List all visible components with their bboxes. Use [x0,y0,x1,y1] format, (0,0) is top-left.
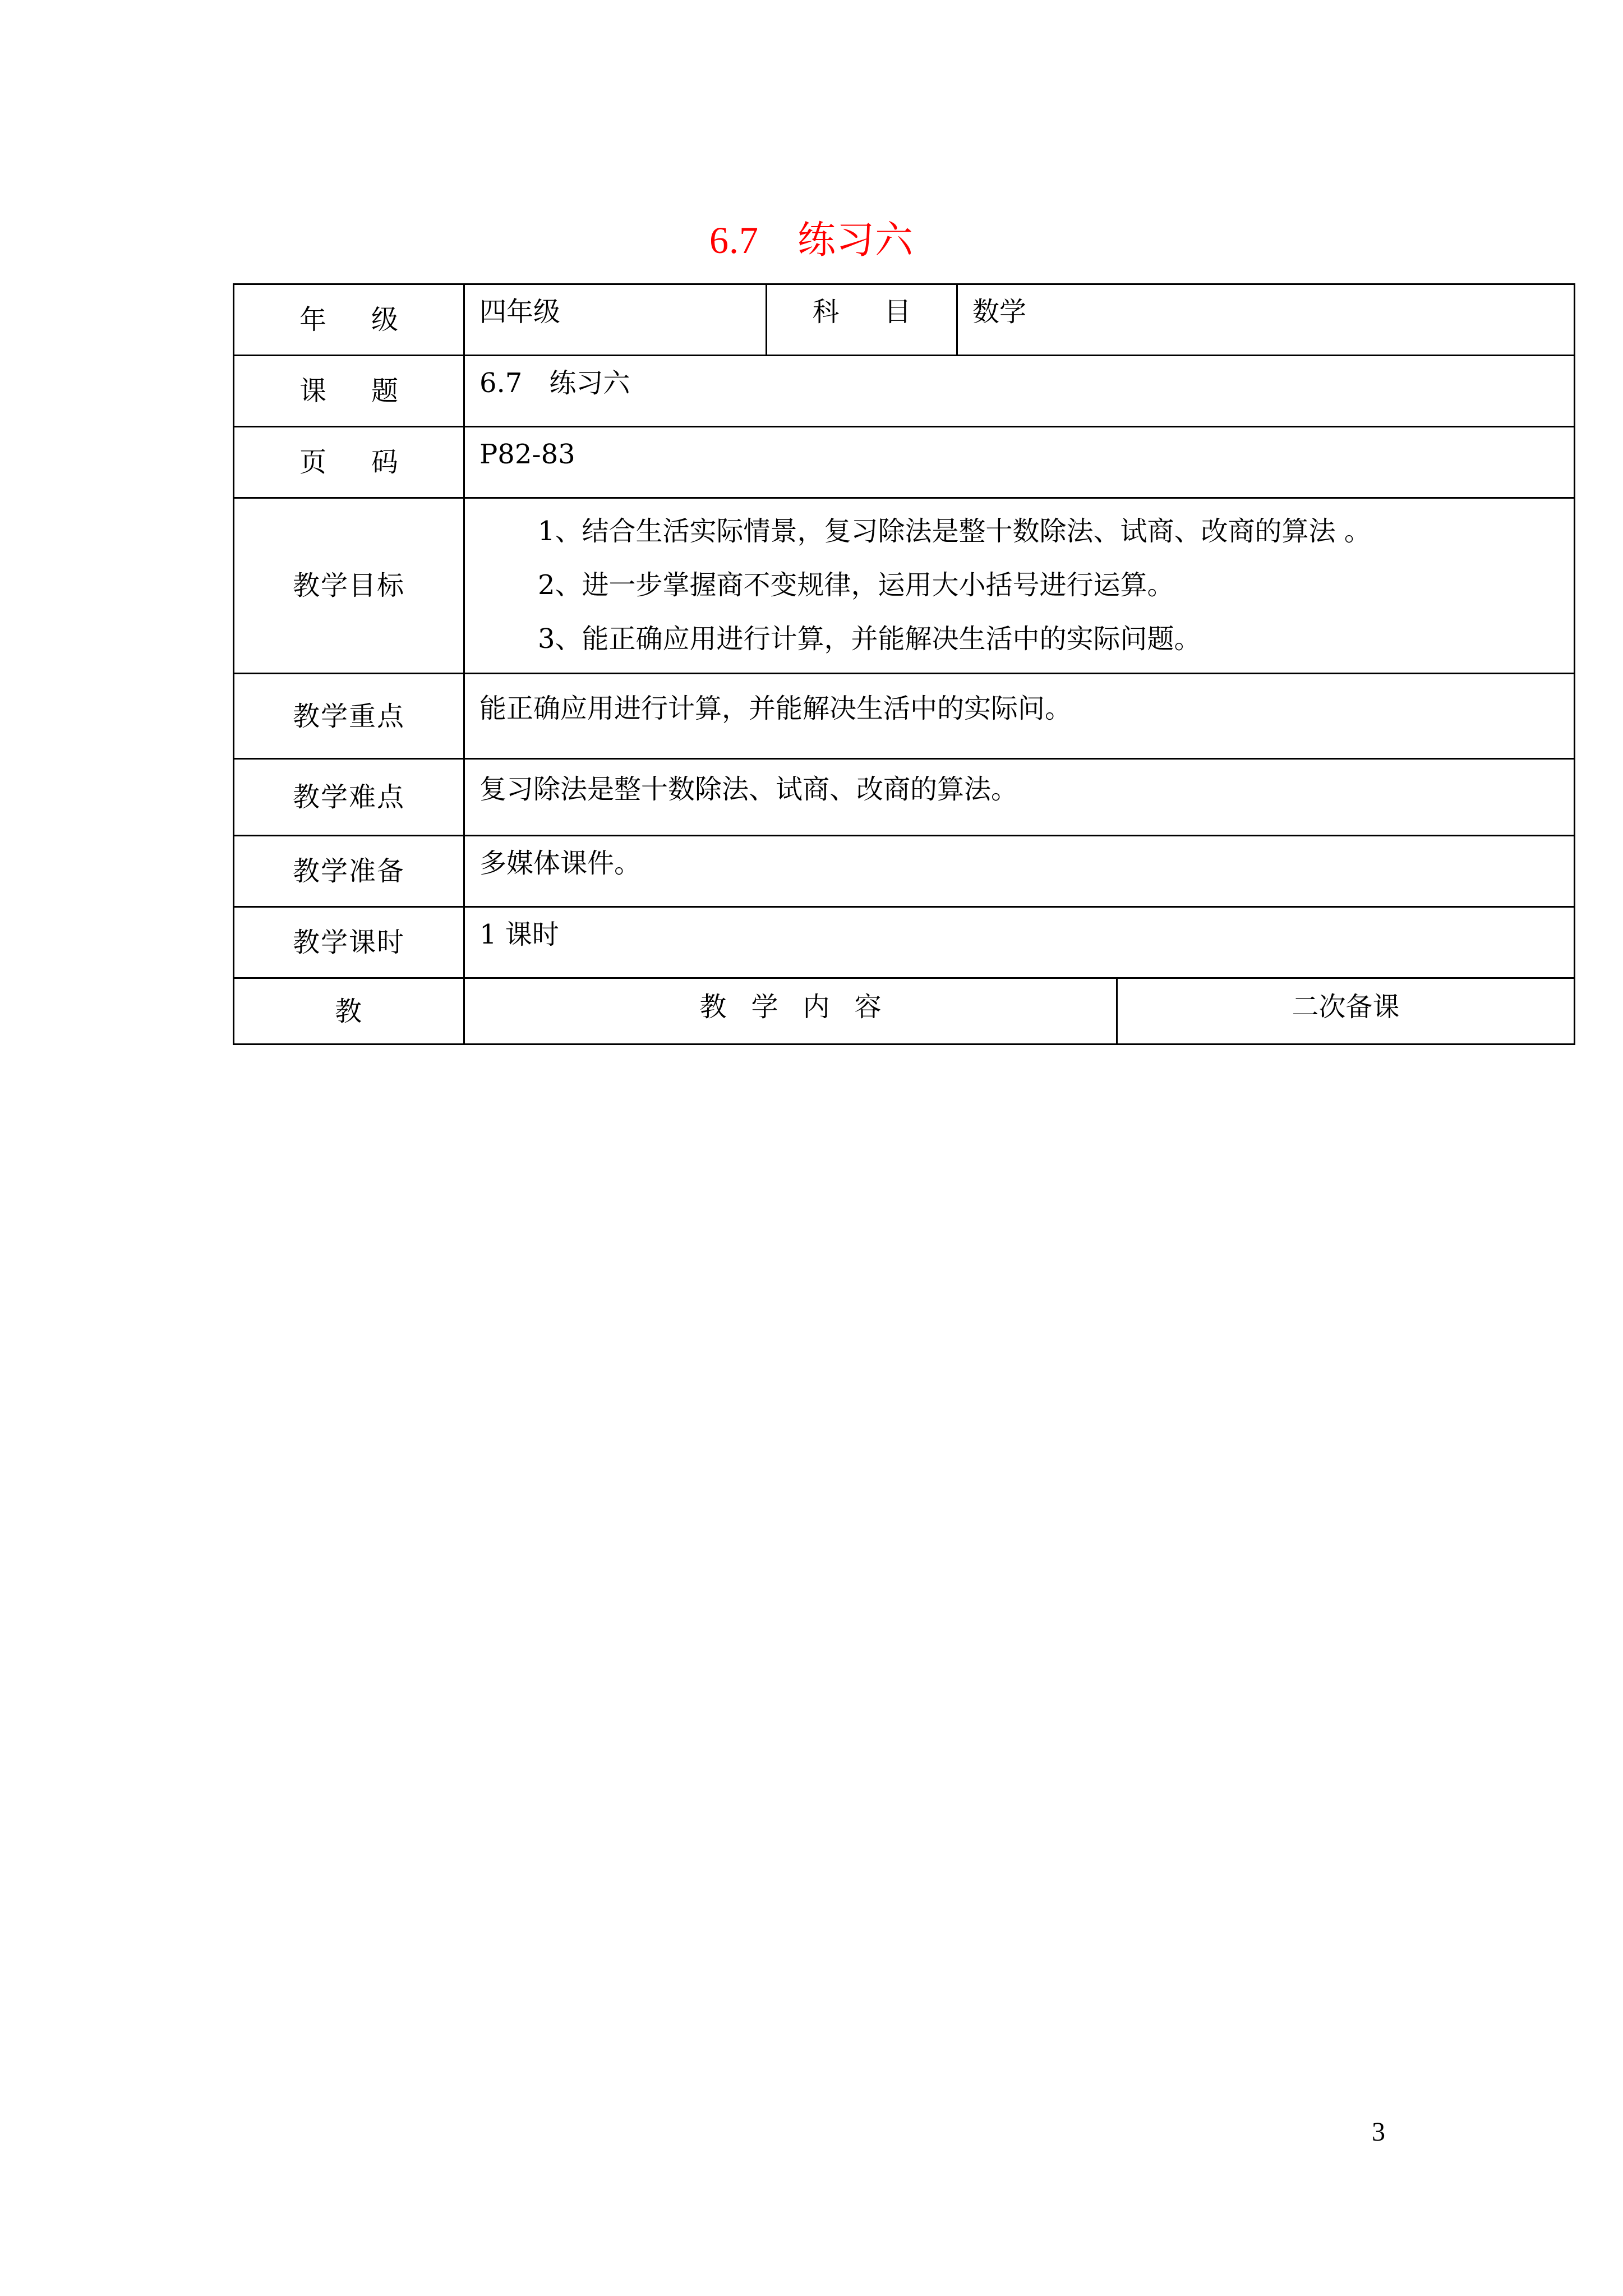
pages-value-cell [464,427,1575,498]
subject-value-cell [957,284,1575,356]
row-topic [234,356,1575,427]
grade-value-cell [464,284,767,356]
page-number: 3 [1372,2117,1385,2147]
topic-value-cell [464,356,1575,427]
difficulties-value-cell [464,759,1575,836]
subject-label [767,284,957,356]
row-goals [234,498,1575,674]
goal-item: 3、能正确应用进行计算，并能解决生活中的实际问题。 [538,623,1201,655]
topic-value: 6.7 练习六 [479,367,630,399]
row-preparation [234,836,1575,907]
difficulties-label: 教学难点 [234,759,464,836]
row-key-points [234,674,1575,759]
row-periods [234,907,1575,978]
content-header-col1: 教 [234,978,464,1045]
goals-label: 教学目标 [234,498,464,674]
preparation-value: 多媒体课件。 [479,848,642,879]
row-content-header [234,978,1575,1045]
grade-value: 四年级 [479,296,561,328]
grade-label [234,284,464,356]
topic-label-char-2: 题 [371,375,399,407]
topic-label [234,356,464,427]
grade-label-char-2: 级 [371,304,399,335]
page-title: 6.7 练习六 [709,219,914,261]
preparation-value-cell [464,836,1575,907]
lesson-plan-table [233,283,1575,1045]
grade-label-char-1: 年 [299,304,326,335]
row-difficulties [234,759,1575,836]
key-points-label: 教学重点 [234,674,464,759]
topic-label-char-1: 课 [299,375,326,407]
content-header-col2: 教学内容 [699,991,906,1023]
pages-value: P82-83 [479,439,575,470]
subject-label-char-2: 目 [884,296,911,328]
subject-label-char-1: 科 [812,296,840,328]
periods-label: 教学课时 [234,907,464,978]
preparation-label: 教学准备 [234,836,464,907]
pages-label-char-2: 码 [371,447,399,478]
periods-value: 1 课时 [479,919,559,950]
row-pages [234,427,1575,498]
goal-item: 2、进一步掌握商不变规律，运用大小括号进行运算。 [538,569,1174,601]
content-header-col3: 二次备课 [1292,991,1400,1023]
key-points-value: 能正确应用进行计算，并能解决生活中的实际问。 [479,692,1072,724]
pages-label-char-1: 页 [299,447,326,478]
row-grade-subject [234,284,1575,356]
subject-value: 数学 [972,296,1027,328]
content-header-col3-cell [1117,978,1575,1045]
goals-list [464,498,1575,674]
content-header-col2-cell [464,978,1117,1045]
periods-value-cell [464,907,1575,978]
pages-label [234,427,464,498]
goal-item: 1、结合生活实际情景，复习除法是整十数除法、试商、改商的算法 。 [538,516,1371,547]
difficulties-value: 复习除法是整十数除法、试商、改商的算法。 [479,774,1018,805]
key-points-value-cell [464,674,1575,759]
